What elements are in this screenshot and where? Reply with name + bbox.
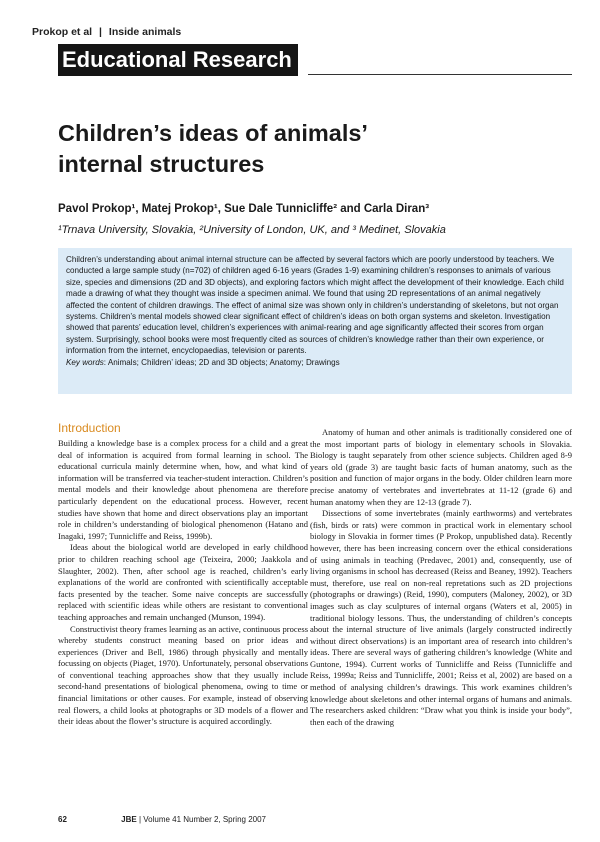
title-line-1: Children’s ideas of animals’ — [58, 120, 368, 146]
paragraph: Dissections of some invertebrates (mainly earthworms) and vertebrates (fish, birds or rats) were common in practical work in elementary school biology in Slovakia in former times (P Prokop, unpublished data). Recently however, there has been increasing concern over the ethical considerations of using animals in teaching (Predavec, 2001) and, consequently, use of living organisms in school has decreased (Reiss and Beaney, 1992). Teachers must, therefore, use real on non-real repretations such as 2D projections (photographs or drawings) (Reid, 1990), computers (Maloney, 2002), or 3D images such as clay sculptures of internal organs (Waters et al, 2005) in traditional biology lessons. Thus, the understanding of children’s concepts about the internal structure of live animals (largely constructed indirectly without direct observations) is an important area of research into children’s ideas. There are several ways of gathering children’s knowledge (White and Guntone, 1994). Current works of Tunnicliffe and Reiss (Tunnicliffe and Reiss, 1999a; Reiss and Tunnicliffe, 2001; Reiss et al, 2002) are based on a method of analysing children’s drawings. This work examines children’s knowledge about skeletons and other internal organs of humans and animals. The researchers asked children: “Draw what you think is inside your body”, then each of the drawing — [310, 508, 572, 727]
running-head-section: Inside animals — [108, 26, 182, 38]
affiliations: ¹Trnava University, Slovakia, ²University of London, UK, and ³ Medinet, Slovakia — [58, 224, 446, 236]
author-list: Pavol Prokop¹, Matej Prokop¹, Sue Dale Tunnicliffe² and Carla Diran³ — [58, 203, 430, 215]
left-column — [58, 421, 308, 728]
footer-separator: | — [138, 815, 142, 824]
section-label: Educational Research — [58, 44, 298, 76]
page-number: 62 — [58, 815, 67, 824]
running-head — [32, 26, 181, 38]
journal-issue: Volume 41 Number 2, Spring 2007 — [143, 815, 266, 824]
introduction-heading: Introduction — [58, 421, 121, 435]
running-head-authors: Prokop et al — [32, 26, 93, 38]
article-title — [58, 118, 538, 180]
running-head-separator: | — [99, 26, 102, 38]
title-line-2: internal structures — [58, 151, 265, 177]
paragraph: Constructivist theory frames learning as an active, continuous process whereby students construct meaning based on prior ideas and experiences (Driver and Bell, 1986) through physically and mentally focussing on objects (Piaget, 1970). Unfortunately, personal observations of conventional teaching approaches show that they usually include second-hand presentations of biological phenomena, owing to time or financial limitations or other causes. For example, instead of observing real flowers, a child looks at photographs or 3D models of a flower and their ideas about the flower’s structure is acquired accordingly. — [58, 623, 308, 727]
right-column — [310, 427, 572, 728]
page-footer — [58, 815, 266, 824]
keywords-list: : Animals; Children’ ideas; 2D and 3D objects; Anatomy; Drawings — [103, 357, 340, 367]
header-rule — [308, 74, 572, 75]
paragraph: Building a knowledge base is a complex process for a child and a great deal of information is acquired from formal learning in school. The educational curricula mainly determine when, how, and what kind of information will be transferred via teacher-student interaction. Children’s mental models and their knowledge about phenomena are therefore particularly dependent on the educational process. However, recent studies have shown that home and direct observations play an important role in children’s understanding of biological phenomenon (Hatano and Inagaki, 1997; Tunnicliffe and Reiss, 1999b). — [58, 438, 308, 541]
abstract-text: Children’s understanding about animal internal structure can be affected by several factors which are poorly understood by teachers. We conducted a large sample study (n=702) of children aged 6-16 years (Grades 1-9) examining children’s responses to animals of various size, species and dimensions (2D and 3D objects), and exploring factors which might affect the development of their knowledge. Each child made a drawing of what they thought was inside a specimen animal. We found that using 2D representations of an animal negatively affected the content of children drawings. The effect of animal size was shown only in children’s understanding of skeletons, but not organ systems. Children’s mental models showed clear significant effect of children’s ideas on both organ systems and skeleton. Investigation showed that parents’ education level, children’s experiences with animal-rearing and age significantly affected their scores from organ system. Surprisingly, school books were most frequently cited as sources of children’s knowledge rather than their own experience, or information from the internet, encyclopaedias, television or parents. — [66, 255, 564, 356]
paragraph: Ideas about the biological world are developed in early childhood prior to children reaching school age (Teixeira, 2000; Jaakkola and Slaughter, 2002). Then, after school age is reached, children’s early explanations of the world are confronted with scientifically acceptable facts presented by the teacher. Some naive concepts are successfully replaced with scientific ideas while others are resistant to conventional teaching approaches and remain unchanged (Munson, 1994). — [58, 542, 308, 622]
keywords-label: Key words — [66, 357, 104, 367]
journal-name: JBE — [121, 815, 137, 824]
paragraph: Anatomy of human and other animals is traditionally considered one of the most important parts of biology in elementary schools in Slovakia. Biology is taught separately from other science subjects. Children aged 8-9 years old (grade 3) are taught basic facts of human anatomy, such as the position and function of major organs in the body. Older children learn more precise anatomy of vertebrates and invertebrates at 11-12 (grade 6) and human anatomy when they are 12-13 (grade 7). — [310, 427, 572, 507]
keywords — [66, 357, 564, 368]
abstract-box — [58, 248, 572, 394]
